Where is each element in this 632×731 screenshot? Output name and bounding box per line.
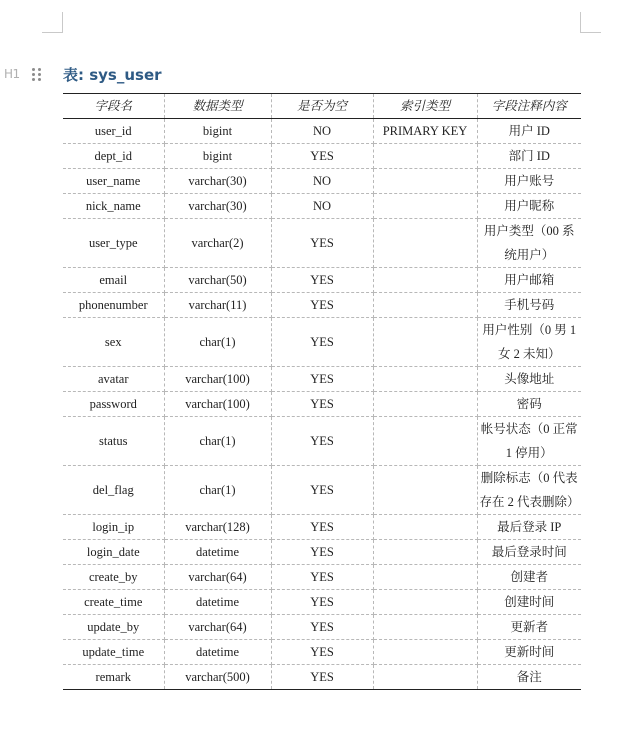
- cell-index-type: [373, 144, 477, 169]
- cell-data-type: datetime: [164, 640, 271, 665]
- cell-comment: 最后登录 IP: [477, 515, 581, 540]
- cell-data-type: varchar(100): [164, 392, 271, 417]
- cell-comment: 更新时间: [477, 640, 581, 665]
- cell-nullable: YES: [271, 590, 373, 615]
- table-row: [63, 515, 581, 540]
- cell-index-type: [373, 540, 477, 565]
- cell-comment: 创建时间: [477, 590, 581, 615]
- table-row: [63, 540, 581, 565]
- cell-field-name: create_by: [63, 565, 164, 590]
- table-row: [63, 665, 581, 690]
- cell-field-name: login_date: [63, 540, 164, 565]
- cell-nullable: NO: [271, 169, 373, 194]
- cell-comment: 用户昵称: [477, 194, 581, 219]
- cell-comment: 密码: [477, 392, 581, 417]
- cell-index-type: [373, 590, 477, 615]
- cell-index-type: [373, 640, 477, 665]
- cell-nullable: YES: [271, 540, 373, 565]
- table-row: [63, 194, 581, 219]
- table-row: [63, 367, 581, 392]
- cell-field-name: remark: [63, 665, 164, 690]
- cell-nullable: YES: [271, 665, 373, 690]
- column-header-nullable: 是否为空: [271, 94, 373, 119]
- cell-index-type: [373, 665, 477, 690]
- cell-field-name: update_time: [63, 640, 164, 665]
- cell-comment: 用户 ID: [477, 119, 581, 144]
- cell-field-name: del_flag: [63, 466, 164, 515]
- cell-field-name: password: [63, 392, 164, 417]
- cell-index-type: [373, 293, 477, 318]
- cell-data-type: char(1): [164, 417, 271, 466]
- heading-gutter: [4, 67, 41, 81]
- table-row: [63, 466, 581, 515]
- cell-comment: 用户性别（0 男 1 女 2 未知）: [477, 318, 581, 367]
- cell-index-type: [373, 392, 477, 417]
- table-row: [63, 392, 581, 417]
- cell-comment: 创建者: [477, 565, 581, 590]
- cell-index-type: [373, 615, 477, 640]
- cell-index-type: [373, 169, 477, 194]
- table-row: [63, 640, 581, 665]
- cell-data-type: varchar(11): [164, 293, 271, 318]
- cell-field-name: phonenumber: [63, 293, 164, 318]
- drag-handle-icon[interactable]: [32, 68, 41, 81]
- cell-field-name: nick_name: [63, 194, 164, 219]
- schema-table: [63, 93, 581, 690]
- cell-index-type: [373, 219, 477, 268]
- table-title: 表: sys_user: [63, 66, 162, 84]
- cell-data-type: varchar(64): [164, 565, 271, 590]
- cell-field-name: login_ip: [63, 515, 164, 540]
- cell-nullable: NO: [271, 194, 373, 219]
- cell-field-name: sex: [63, 318, 164, 367]
- cell-comment: 帐号状态（0 正常 1 停用）: [477, 417, 581, 466]
- cell-field-name: dept_id: [63, 144, 164, 169]
- cell-data-type: char(1): [164, 466, 271, 515]
- cell-nullable: YES: [271, 367, 373, 392]
- cell-field-name: user_name: [63, 169, 164, 194]
- cell-nullable: YES: [271, 293, 373, 318]
- column-header-field: 字段名: [63, 94, 164, 119]
- cell-index-type: [373, 268, 477, 293]
- cell-nullable: YES: [271, 392, 373, 417]
- column-header-type: 数据类型: [164, 94, 271, 119]
- table-row: [63, 293, 581, 318]
- cell-data-type: datetime: [164, 590, 271, 615]
- cell-comment: 备注: [477, 665, 581, 690]
- heading-level-icon: H1: [4, 67, 20, 81]
- table-row: [63, 119, 581, 144]
- cell-comment: 用户类型（00 系统用户）: [477, 219, 581, 268]
- column-header-index: 索引类型: [373, 94, 477, 119]
- table-row: [63, 219, 581, 268]
- table-row: [63, 565, 581, 590]
- page-corner-mark-top-left: [42, 12, 63, 33]
- table-row: [63, 144, 581, 169]
- cell-data-type: char(1): [164, 318, 271, 367]
- table-row: [63, 615, 581, 640]
- cell-nullable: YES: [271, 466, 373, 515]
- cell-index-type: [373, 417, 477, 466]
- cell-index-type: [373, 318, 477, 367]
- page-corner-mark-top-right: [580, 12, 601, 33]
- table-row: [63, 169, 581, 194]
- cell-data-type: bigint: [164, 144, 271, 169]
- cell-data-type: varchar(100): [164, 367, 271, 392]
- cell-index-type: PRIMARY KEY: [373, 119, 477, 144]
- cell-data-type: varchar(30): [164, 194, 271, 219]
- cell-data-type: varchar(50): [164, 268, 271, 293]
- table-header-row: [63, 94, 581, 119]
- cell-data-type: varchar(30): [164, 169, 271, 194]
- cell-nullable: YES: [271, 268, 373, 293]
- cell-index-type: [373, 515, 477, 540]
- table-row: [63, 417, 581, 466]
- table-row: [63, 590, 581, 615]
- cell-index-type: [373, 466, 477, 515]
- column-header-comment: 字段注释内容: [477, 94, 581, 119]
- cell-comment: 更新者: [477, 615, 581, 640]
- cell-data-type: datetime: [164, 540, 271, 565]
- cell-comment: 部门 ID: [477, 144, 581, 169]
- cell-comment: 用户邮箱: [477, 268, 581, 293]
- cell-nullable: YES: [271, 515, 373, 540]
- table-row: [63, 268, 581, 293]
- cell-index-type: [373, 367, 477, 392]
- cell-comment: 最后登录时间: [477, 540, 581, 565]
- cell-nullable: YES: [271, 640, 373, 665]
- cell-field-name: update_by: [63, 615, 164, 640]
- cell-data-type: varchar(2): [164, 219, 271, 268]
- cell-data-type: varchar(64): [164, 615, 271, 640]
- cell-index-type: [373, 194, 477, 219]
- cell-field-name: user_type: [63, 219, 164, 268]
- cell-nullable: YES: [271, 144, 373, 169]
- cell-nullable: YES: [271, 417, 373, 466]
- cell-field-name: user_id: [63, 119, 164, 144]
- cell-nullable: NO: [271, 119, 373, 144]
- cell-nullable: YES: [271, 318, 373, 367]
- cell-field-name: create_time: [63, 590, 164, 615]
- cell-nullable: YES: [271, 615, 373, 640]
- cell-comment: 手机号码: [477, 293, 581, 318]
- cell-data-type: varchar(500): [164, 665, 271, 690]
- cell-comment: 删除标志（0 代表存在 2 代表删除）: [477, 466, 581, 515]
- table-row: [63, 318, 581, 367]
- cell-index-type: [373, 565, 477, 590]
- cell-field-name: status: [63, 417, 164, 466]
- cell-field-name: avatar: [63, 367, 164, 392]
- cell-data-type: bigint: [164, 119, 271, 144]
- cell-field-name: email: [63, 268, 164, 293]
- cell-nullable: YES: [271, 565, 373, 590]
- cell-comment: 头像地址: [477, 367, 581, 392]
- table-body: [63, 119, 581, 690]
- cell-comment: 用户账号: [477, 169, 581, 194]
- cell-nullable: YES: [271, 219, 373, 268]
- cell-data-type: varchar(128): [164, 515, 271, 540]
